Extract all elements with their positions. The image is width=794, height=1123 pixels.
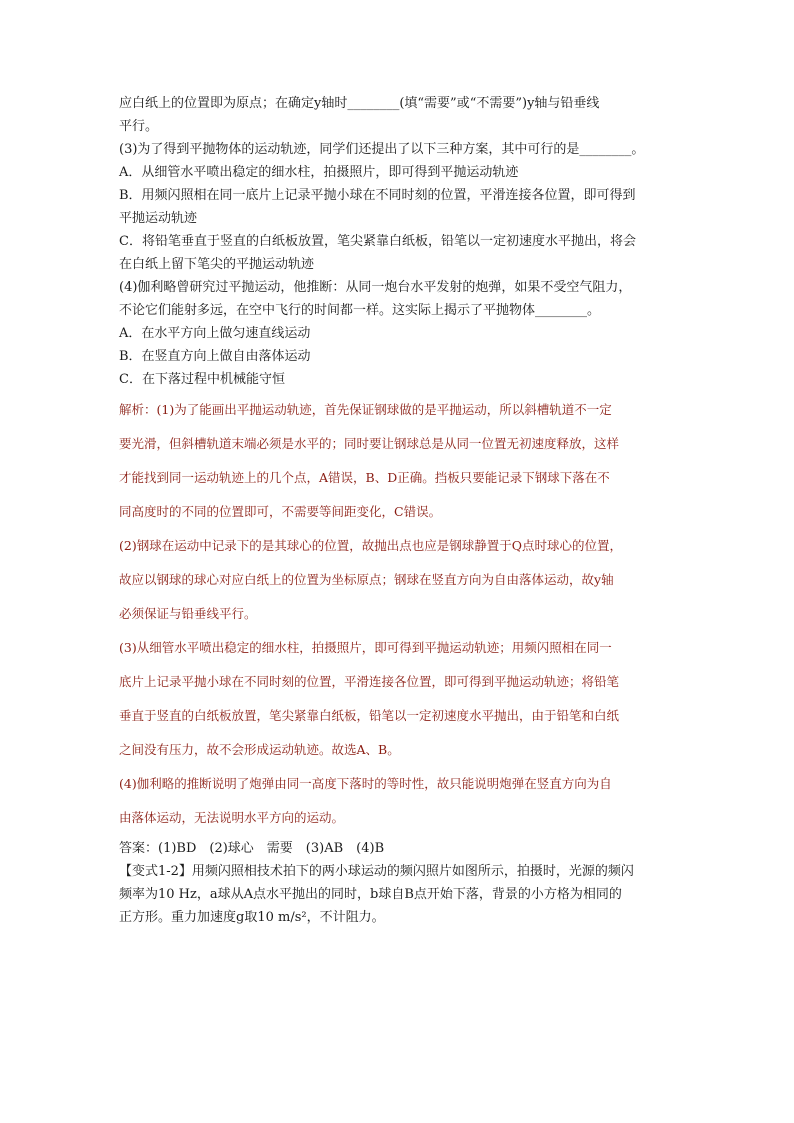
question-section	[119, 92, 679, 391]
analysis-line: 要光滑，但斜槽轨道末端必须是水平的；同时要让钢球总是从同一位置无初速度释放，这样	[119, 436, 620, 451]
text-line: 正方形。重力加速度g取10 m/s²，不计阻力。	[119, 910, 385, 925]
document-page	[119, 92, 679, 929]
variant-title-line: 【变式1-2】用频闪照相技术拍下的两小球运动的频闪照片如图所示，拍摄时，光源的频闪	[119, 864, 634, 879]
analysis-line: 之间没有压力，故不会形成运动轨迹。故选A、B。	[119, 742, 400, 757]
option-b: B．在竖直方向上做自由落体运动	[119, 349, 311, 364]
option-c: C．在下落过程中机械能守恒	[119, 372, 285, 387]
option-c: C．将铅笔垂直于竖直的白纸板放置，笔尖紧靠白纸板，铅笔以一定初速度水平抛出，将会	[119, 234, 636, 249]
analysis-line: 由落体运动，无法说明水平方向的运动。	[119, 810, 345, 825]
text-line: 应白纸上的位置即为原点；在确定y轴时________(填“需要”或“不需要”)y轴与铅垂线	[119, 96, 600, 111]
variant-section	[119, 860, 679, 929]
option-a: A．从细管水平喷出稳定的细水柱，拍摄照片，即可得到平抛运动轨迹	[119, 165, 519, 180]
analysis-line: 底片上记录平抛小球在不同时刻的位置，平滑连接各位置，即可得到平抛运动轨迹；将铅笔	[119, 674, 620, 689]
option-b: B．用频闪照相在同一底片上记录平抛小球在不同时刻的位置，平滑连接各位置，即可得到	[119, 188, 636, 203]
analysis-line: 垂直于竖直的白纸板放置，笔尖紧靠白纸板，铅笔以一定初速度水平抛出，由于铅笔和白纸	[119, 708, 620, 723]
text-line: (3)为了得到平抛物体的运动轨迹，同学们还提出了以下三种方案，其中可行的是________。	[119, 142, 645, 157]
text-line: (4)伽利略曾研究过平抛运动，他推断：从同一炮台水平发射的炮弹，如果不受空气阻力，	[119, 280, 632, 295]
text-line: 频率为10 Hz，a球从A点水平抛出的同时，b球自B点开始下落，背景的小方格为相同的	[119, 887, 622, 902]
text-line: 不论它们能射多远，在空中飞行的时间都一样。这实际上揭示了平抛物体________。	[119, 303, 601, 318]
text-line: 平抛运动轨迹	[119, 211, 198, 226]
option-a: A．在水平方向上做匀速直线运动	[119, 326, 311, 341]
analysis-line: 同高度时的不同的位置即可，不需要等间距变化，C错误。	[119, 504, 442, 519]
analysis-line: 才能找到同一运动轨迹上的几个点，A错误，B、D正确。挡板只要能记录下钢球下落在不	[119, 470, 610, 485]
analysis-section	[119, 393, 679, 835]
analysis-line: (2)钢球在运动中记录下的是其球心的位置，故抛出点也应是钢球静置于Q点时球心的位置，	[119, 538, 622, 553]
analysis-line: (4)伽利略的推断说明了炮弹由同一高度下落时的等时性，故只能说明炮弹在竖直方向为自	[119, 776, 612, 791]
analysis-line: (3)从细管水平喷出稳定的细水柱，拍摄照片，即可得到平抛运动轨迹；用频闪照相在同一	[119, 640, 612, 655]
analysis-line: 故应以钢球的球心对应白纸上的位置为坐标原点；钢球在竖直方向为自由落体运动，故y轴	[119, 572, 614, 587]
text-line: 在白纸上留下笔尖的平抛运动轨迹	[119, 257, 315, 272]
analysis-line: 解析：(1)为了能画出平抛运动轨迹，首先保证钢球做的是平抛运动，所以斜槽轨道不一定	[119, 402, 612, 417]
text-line: 平行。	[119, 119, 159, 134]
analysis-line: 必须保证与铅垂线平行。	[119, 606, 257, 621]
answer-line: 答案：(1)BD (2)球心 需要 (3)AB (4)B	[119, 841, 385, 856]
